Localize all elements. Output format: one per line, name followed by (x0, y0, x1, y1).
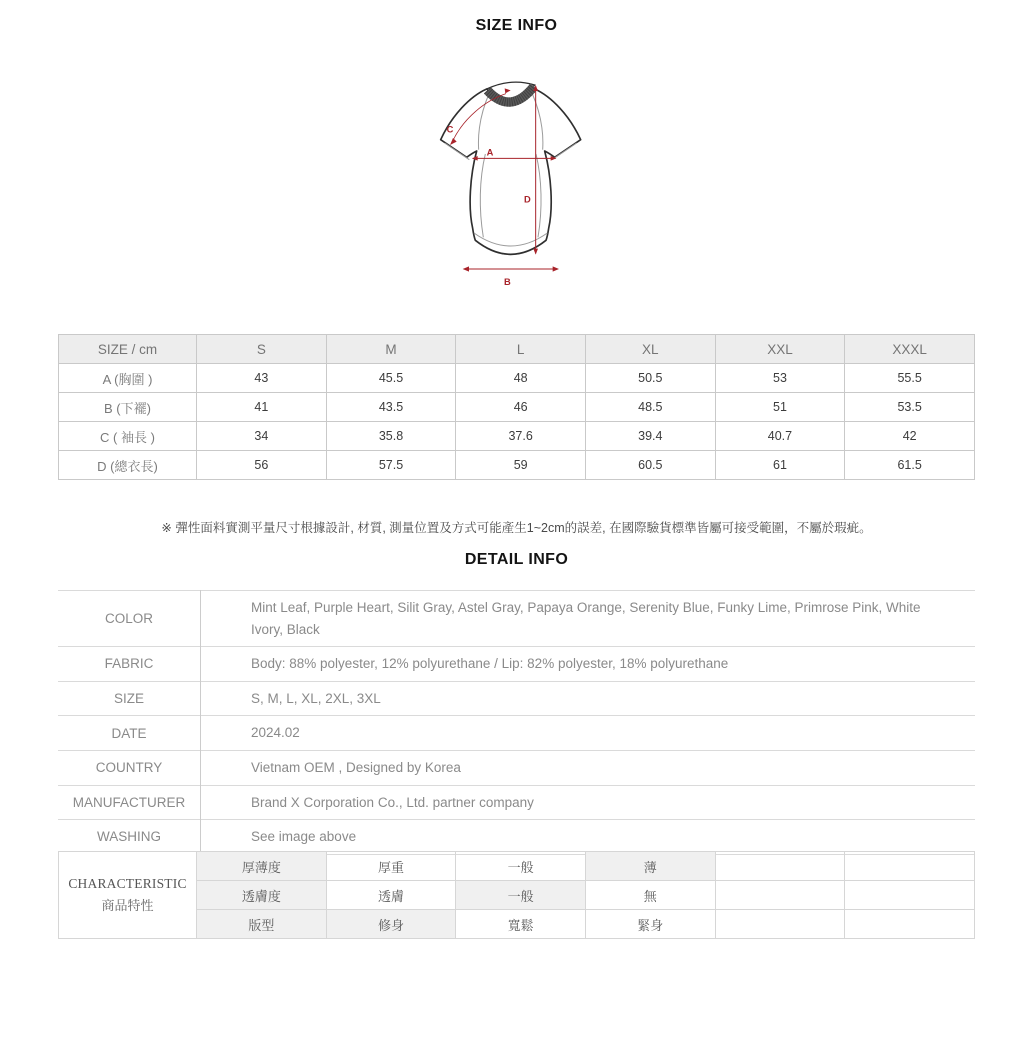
size-table (58, 334, 975, 480)
detail-row (58, 716, 975, 751)
characteristic-label-zh: 商品特性 (101, 898, 154, 913)
size-table-row (59, 364, 975, 393)
size-value-cell: 43.5 (326, 393, 456, 422)
measure-d-label: D (524, 194, 531, 205)
characteristic-table (58, 851, 975, 939)
char-option-cell: 修身 (326, 910, 456, 939)
detail-row-value: Mint Leaf, Purple Heart, Silit Gray, Astel Gray, Papaya Orange, Serenity Blue, Funky Lime, Primrose Pink, White Ivory, Black (251, 600, 921, 637)
detail-row-value: 2024.02 (251, 725, 300, 741)
tshirt-body-outline (441, 89, 581, 254)
measure-a-label: A (486, 147, 494, 158)
measure-c-label: C (446, 124, 454, 135)
tshirt-illustration-svg (420, 68, 640, 300)
char-option-cell: 厚薄度 (197, 852, 327, 881)
size-table-header-row (59, 335, 975, 364)
tshirt-measurement-diagram (420, 68, 640, 300)
size-row-label: B (下襬) (59, 393, 197, 422)
detail-row-label: MANUFACTURER (58, 785, 201, 820)
size-value-cell: 60.5 (585, 451, 715, 480)
char-option-cell: 透膚 (326, 881, 456, 910)
detail-info-table (58, 590, 975, 855)
size-value-cell: 40.7 (715, 422, 845, 451)
size-value-cell: 56 (197, 451, 327, 480)
size-value-cell: 59 (456, 451, 586, 480)
size-value-cell: 42 (845, 422, 975, 451)
size-table-header-cell: XXXL (845, 335, 975, 364)
size-value-cell: 39.4 (585, 422, 715, 451)
detail-row-value: S, M, L, XL, 2XL, 3XL (251, 690, 381, 706)
detail-row-value: See image above (251, 829, 357, 845)
size-table-header-cell: XL (585, 335, 715, 364)
characteristic-row (59, 910, 975, 939)
size-value-cell: 61.5 (845, 451, 975, 480)
measure-b-label: B (504, 277, 511, 287)
detail-row-label: SIZE (58, 681, 201, 716)
size-value-cell: 53 (715, 364, 845, 393)
detail-row-label: DATE (58, 716, 201, 751)
size-table-header-cell: SIZE / cm (59, 335, 197, 364)
char-option-cell (845, 910, 975, 939)
char-option-cell (845, 881, 975, 910)
detail-row (58, 820, 975, 855)
char-option-cell: 透膚度 (197, 881, 327, 910)
detail-row-label: FABRIC (58, 647, 201, 682)
size-table-row (59, 393, 975, 422)
size-table-row (59, 451, 975, 480)
measure-b-line (463, 266, 559, 271)
detail-info-title: DETAIL INFO (464, 551, 569, 568)
size-table-header-cell: M (326, 335, 456, 364)
char-option-cell: 版型 (197, 910, 327, 939)
char-option-cell (845, 852, 975, 881)
detail-row-label: COLOR (58, 591, 201, 647)
char-option-cell: 厚重 (326, 852, 456, 881)
size-value-cell: 37.6 (456, 422, 586, 451)
detail-row-label: WASHING (58, 820, 201, 855)
size-value-cell: 48.5 (585, 393, 715, 422)
size-row-label: C ( 袖長 ) (59, 422, 197, 451)
detail-row (58, 750, 975, 785)
char-option-cell: 一般 (456, 881, 586, 910)
characteristic-row (59, 881, 975, 910)
measurement-tolerance-note: ※ 彈性面料實測平量尺寸根據設計, 材質, 測量位置及方式可能產生1~2cm的誤差, 在國際驗貨標準皆屬可接受範圍，不屬於瑕疵。 (161, 521, 872, 535)
size-table-header-cell: S (197, 335, 327, 364)
char-option-cell (715, 852, 845, 881)
detail-row-value: Brand X Corporation Co., Ltd. partner company (251, 794, 534, 810)
size-value-cell: 43 (197, 364, 327, 393)
size-value-cell: 48 (456, 364, 586, 393)
size-info-title: SIZE INFO (475, 17, 558, 34)
size-value-cell: 35.8 (326, 422, 456, 451)
char-option-cell: 寬鬆 (456, 910, 586, 939)
char-option-cell (715, 881, 845, 910)
characteristic-label-en: CHARACTERISTIC (68, 876, 187, 891)
char-option-cell: 無 (585, 881, 715, 910)
size-value-cell: 61 (715, 451, 845, 480)
size-value-cell: 34 (197, 422, 327, 451)
characteristic-row (59, 852, 975, 881)
characteristic-label-cell (59, 852, 197, 939)
size-value-cell: 53.5 (845, 393, 975, 422)
size-value-cell: 55.5 (845, 364, 975, 393)
detail-row (58, 591, 975, 647)
size-row-label: A (胸圍 ) (59, 364, 197, 393)
detail-row-value: Vietnam OEM , Designed by Korea (251, 759, 461, 775)
size-value-cell: 50.5 (585, 364, 715, 393)
size-value-cell: 45.5 (326, 364, 456, 393)
detail-row (58, 681, 975, 716)
char-option-cell: 緊身 (585, 910, 715, 939)
size-table-header-cell: XXL (715, 335, 845, 364)
detail-row (58, 785, 975, 820)
char-option-cell: 薄 (585, 852, 715, 881)
size-row-label: D (總衣長) (59, 451, 197, 480)
size-table-header-cell: L (456, 335, 586, 364)
size-value-cell: 46 (456, 393, 586, 422)
char-option-cell: 一般 (456, 852, 586, 881)
detail-row (58, 647, 975, 682)
size-value-cell: 51 (715, 393, 845, 422)
char-option-cell (715, 910, 845, 939)
size-value-cell: 57.5 (326, 451, 456, 480)
detail-row-value: Body: 88% polyester, 12% polyurethane / Lip: 82% polyester, 18% polyurethane (251, 656, 729, 672)
size-value-cell: 41 (197, 393, 327, 422)
detail-row-label: COUNTRY (58, 750, 201, 785)
size-table-row (59, 422, 975, 451)
